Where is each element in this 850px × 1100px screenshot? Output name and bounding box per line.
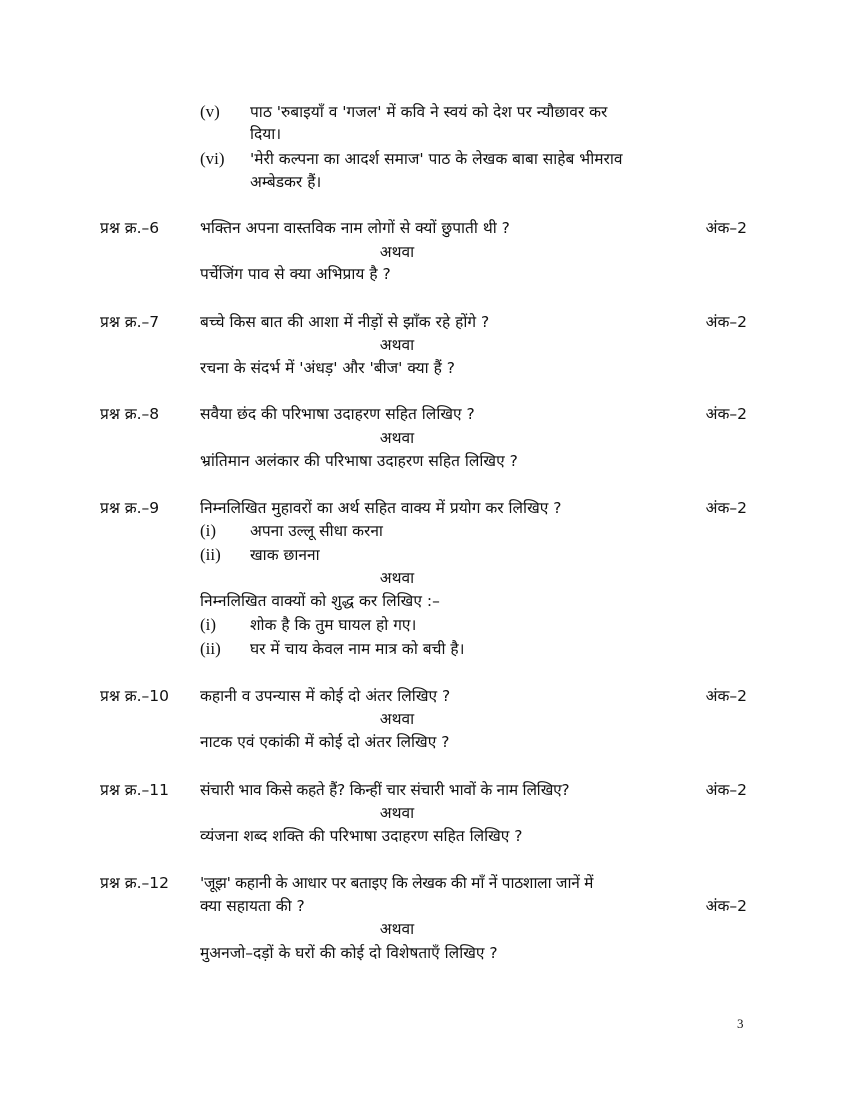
statement-text: 'मेरी कल्पना का आदर्श समाज' पाठ के लेखक बाबा साहेब भीमराव (250, 150, 623, 168)
question-marks: अंक–2 (705, 219, 747, 237)
question-text: कहानी व उपन्यास में कोई दो अंतर लिखिए ? (200, 687, 451, 705)
question-number: प्रश्न क्र.–6 (100, 219, 160, 237)
question-number: प्रश्न क्र.–7 (100, 313, 160, 331)
or-label: अथवा (379, 243, 415, 261)
statement-text: अम्बेडकर हैं। (250, 173, 322, 191)
item-text: शोक है कि तुम घायल हो गए। (250, 616, 417, 634)
question-marks: अंक–2 (705, 781, 747, 799)
item-label: (i) (200, 521, 217, 540)
question-text: 'जूझ' कहानी के आधार पर बताइए कि लेखक की मॉं नें पाठशाला जानें में (200, 874, 594, 892)
alternative-question: नाटक एवं एकांकी में कोई दो अंतर लिखिए ? (200, 733, 450, 751)
question-number: प्रश्न क्र.–12 (100, 874, 170, 892)
page-number: 3 (737, 1016, 744, 1031)
item-label: (i) (200, 615, 217, 634)
item-text: घर में चाय केवल नाम मात्र को बची है। (250, 640, 465, 658)
question-marks: अंक–2 (705, 313, 747, 331)
question-marks: अंक–2 (705, 897, 747, 915)
statement-label: (vi) (200, 149, 225, 168)
alternative-question: मुअनजो–दड़ों के घरों की कोई दो विशेषताएँ लिखिए ? (200, 944, 498, 962)
or-label: अथवा (379, 336, 415, 354)
question-number: प्रश्न क्र.–9 (100, 499, 160, 517)
or-label: अथवा (379, 920, 415, 938)
alternative-question: भ्रांतिमान अलंकार की परिभाषा उदाहरण सहित लिखिए ? (200, 452, 518, 470)
or-label: अथवा (379, 429, 415, 447)
question-text: भक्तिन अपना वास्तविक नाम लोगों से क्यों छुपाती थी ? (200, 219, 510, 237)
item-label: (ii) (200, 545, 221, 564)
alternative-question: व्यंजना शब्द शक्ति की परिभाषा उदाहरण सहित लिखिए ? (200, 827, 523, 845)
statement-label: (v) (200, 102, 220, 121)
alternative-question: रचना के संदर्भ में 'अंधड़' और 'बीज' क्या हैं ? (200, 359, 455, 377)
question-text: निम्नलिखित मुहावरों का अर्थ सहित वाक्य में प्रयोग कर लिखिए ? (200, 499, 562, 517)
statement-text: दिया। (250, 125, 282, 143)
alternative-question: निम्नलिखित वाक्यों को शुद्ध कर लिखिए :– (200, 592, 440, 610)
question-marks: अंक–2 (705, 405, 747, 423)
question-number: प्रश्न क्र.–8 (100, 405, 160, 423)
or-label: अथवा (379, 569, 415, 587)
item-text: खाक छानना (250, 546, 320, 564)
question-number: प्रश्न क्र.–10 (100, 687, 170, 705)
question-text: बच्चे किस बात की आशा में नीड़ों से झॉंक रहे होंगे ? (200, 313, 490, 331)
question-text: संचारी भाव किसे कहते हैं? किन्हीं चार संचारी भावों के नाम लिखिए? (200, 781, 570, 799)
question-number: प्रश्न क्र.–11 (100, 781, 170, 799)
question-text-continued: क्या सहायता की ? (200, 897, 305, 915)
question-text: सवैया छंद की परिभाषा उदाहरण सहित लिखिए ? (200, 405, 475, 423)
item-label: (ii) (200, 639, 221, 658)
question-marks: अंक–2 (705, 499, 747, 517)
statement-text: पाठ 'रुबाइयॉं व 'गजल' में कवि ने स्वयं को देश पर न्यौछावर कर (250, 103, 608, 121)
alternative-question: पर्चेजिंग पाव से क्या अभिप्राय है ? (200, 265, 391, 283)
item-text: अपना उल्लू सीधा करना (250, 522, 383, 540)
or-label: अथवा (379, 710, 415, 728)
question-marks: अंक–2 (705, 687, 747, 705)
or-label: अथवा (379, 804, 415, 822)
